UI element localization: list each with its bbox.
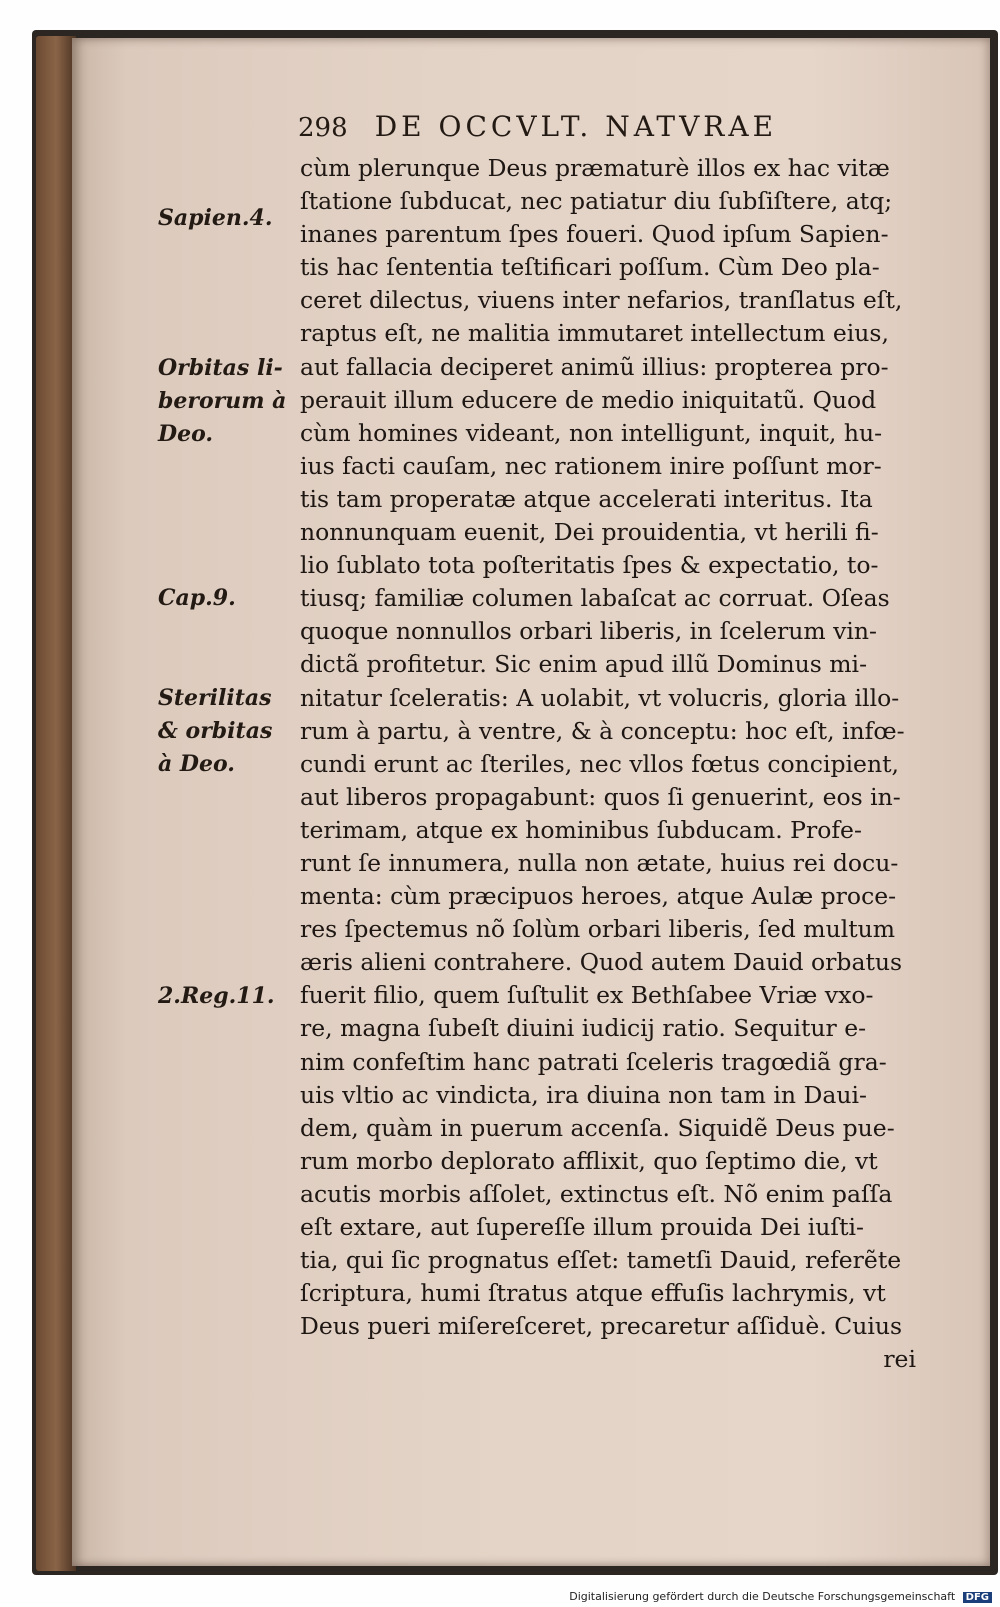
text-line: raptus eſt, ne malitia immutaret intellectum eius, [300,319,889,348]
margin-note: 2.Reg.11. [158,983,275,1009]
text-line: acutis morbis aſſolet, extinctus eſt. Nõ enim paſſa [300,1179,893,1208]
dfg-logo: DFG [963,1592,992,1603]
text-line: aut liberos propagabunt: quos ſi genuerint, eos in- [300,782,901,811]
text-line: tis tam properatæ atque accelerati interitus. Ita [300,484,873,513]
text-line: nitatur ſceleratis: A uolabit, vt volucris, gloria illo- [300,683,900,712]
text-line: ius facti cauſam, nec rationem inire poſſunt mor- [300,451,882,480]
text-line: nonnunquam euenit, Dei prouidentia, vt herili fi- [300,518,879,547]
margin-note: Deo. [158,421,214,447]
text-line: Deus pueri miſereſceret, precaretur aſſiduè. Cuius [300,1312,903,1341]
text-line: æris alieni contrahere. Quod autem Dauid orbatus [300,948,903,977]
text-line: uis vltio ac vindicta, ira diuina non tam in Daui- [300,1080,867,1109]
margin-note: Sapien.4. [158,205,273,231]
text-line: eſt extare, aut ſupereſſe illum prouida Dei iuſti- [300,1213,864,1241]
text-line: tia, qui ſic prognatus eſſet: tametſi Dauid, referẽte [300,1246,902,1275]
text-line: perauit illum educere de medio iniquitatũ. Quod [300,385,877,414]
margin-note: berorum à [158,388,287,414]
text-line: rum morbo deplorato afflixit, quo ſeptimo die, vt [300,1146,878,1175]
text-line: nim confeſtim hanc patrati ſceleris tragœdiã gra- [300,1047,887,1076]
text-line: rum à partu, à ventre, & à conceptu: hoc eſt, infœ- [300,716,905,745]
text-line: menta: cùm præcipuos heroes, atque Aulæ proce- [300,882,897,911]
text-line: dictã profitetur. Sic enim apud illũ Dominus mi- [300,650,868,679]
text-line: lio ſublato tota poſteritatis ſpes & expectatio, to- [300,551,879,580]
body-text [300,152,940,1376]
text-line: res ſpectemus nõ ſolùm orbari liberis, ſed multum [300,915,896,944]
text-line: cundi erunt ac ſteriles, nec vllos fœtus concipient, [300,749,899,778]
text-line: quoque nonnullos orbari liberis, in ſcelerum vin- [300,617,877,646]
text-line: cùm homines videant, non intelligunt, inquit, hu- [300,418,883,447]
text-line: ſtatione ſubducat, nec patiatur diu ſubſiſtere, atq; [300,187,893,216]
margin-note: & orbitas [158,718,273,744]
text-line: dem, quàm in puerum accenſa. Siquidẽ Deus pue- [300,1113,895,1142]
margin-note: Cap.9. [158,585,236,611]
page-number: 298 [298,113,348,143]
margin-note: Sterilitas [158,685,272,711]
text-line: cùm plerunque Deus præmaturè illos ex hac vitæ [300,154,890,182]
running-title: DE OCCVLT. NATVRAE [374,110,778,143]
text-line: tis hac ſententia teſtificari poſſum. Cùm Deo pla- [300,253,880,282]
margin-note: Orbitas li- [158,355,283,381]
catchword: rei [883,1345,916,1374]
credit-text: Digitalisierung gefördert durch die Deutsche Forschungsgemeinschaft [569,1590,956,1603]
text-line: ſcriptura, humi ſtratus atque effuſis lachrymis, vt [300,1279,886,1308]
text-line: ceret dilectus, viuens inter nefarios, tranſlatus eſt, [300,286,903,315]
text-line: tiusq; familiæ columen labaſcat ac corruat. Oſeas [300,584,890,613]
digitization-credit [569,1590,992,1603]
text-line: fuerit filio, quem ſuſtulit ex Bethſabee Vriæ vxo- [300,981,874,1010]
text-line: terimam, atque ex hominibus ſubducam. Profe- [300,815,862,844]
text-line: re, magna ſubeſt diuini iudicij ratio. Sequitur e- [300,1014,867,1043]
text-line: inanes parentum ſpes foueri. Quod ipſum Sapien- [300,220,889,249]
text-line: aut fallacia deciperet animũ illius: propterea pro- [300,352,889,381]
text-line: runt ſe innumera, nulla non ætate, huius rei docu- [300,848,899,877]
margin-note: à Deo. [158,751,235,777]
book-spine-edge [36,36,76,1571]
running-head [298,110,898,150]
